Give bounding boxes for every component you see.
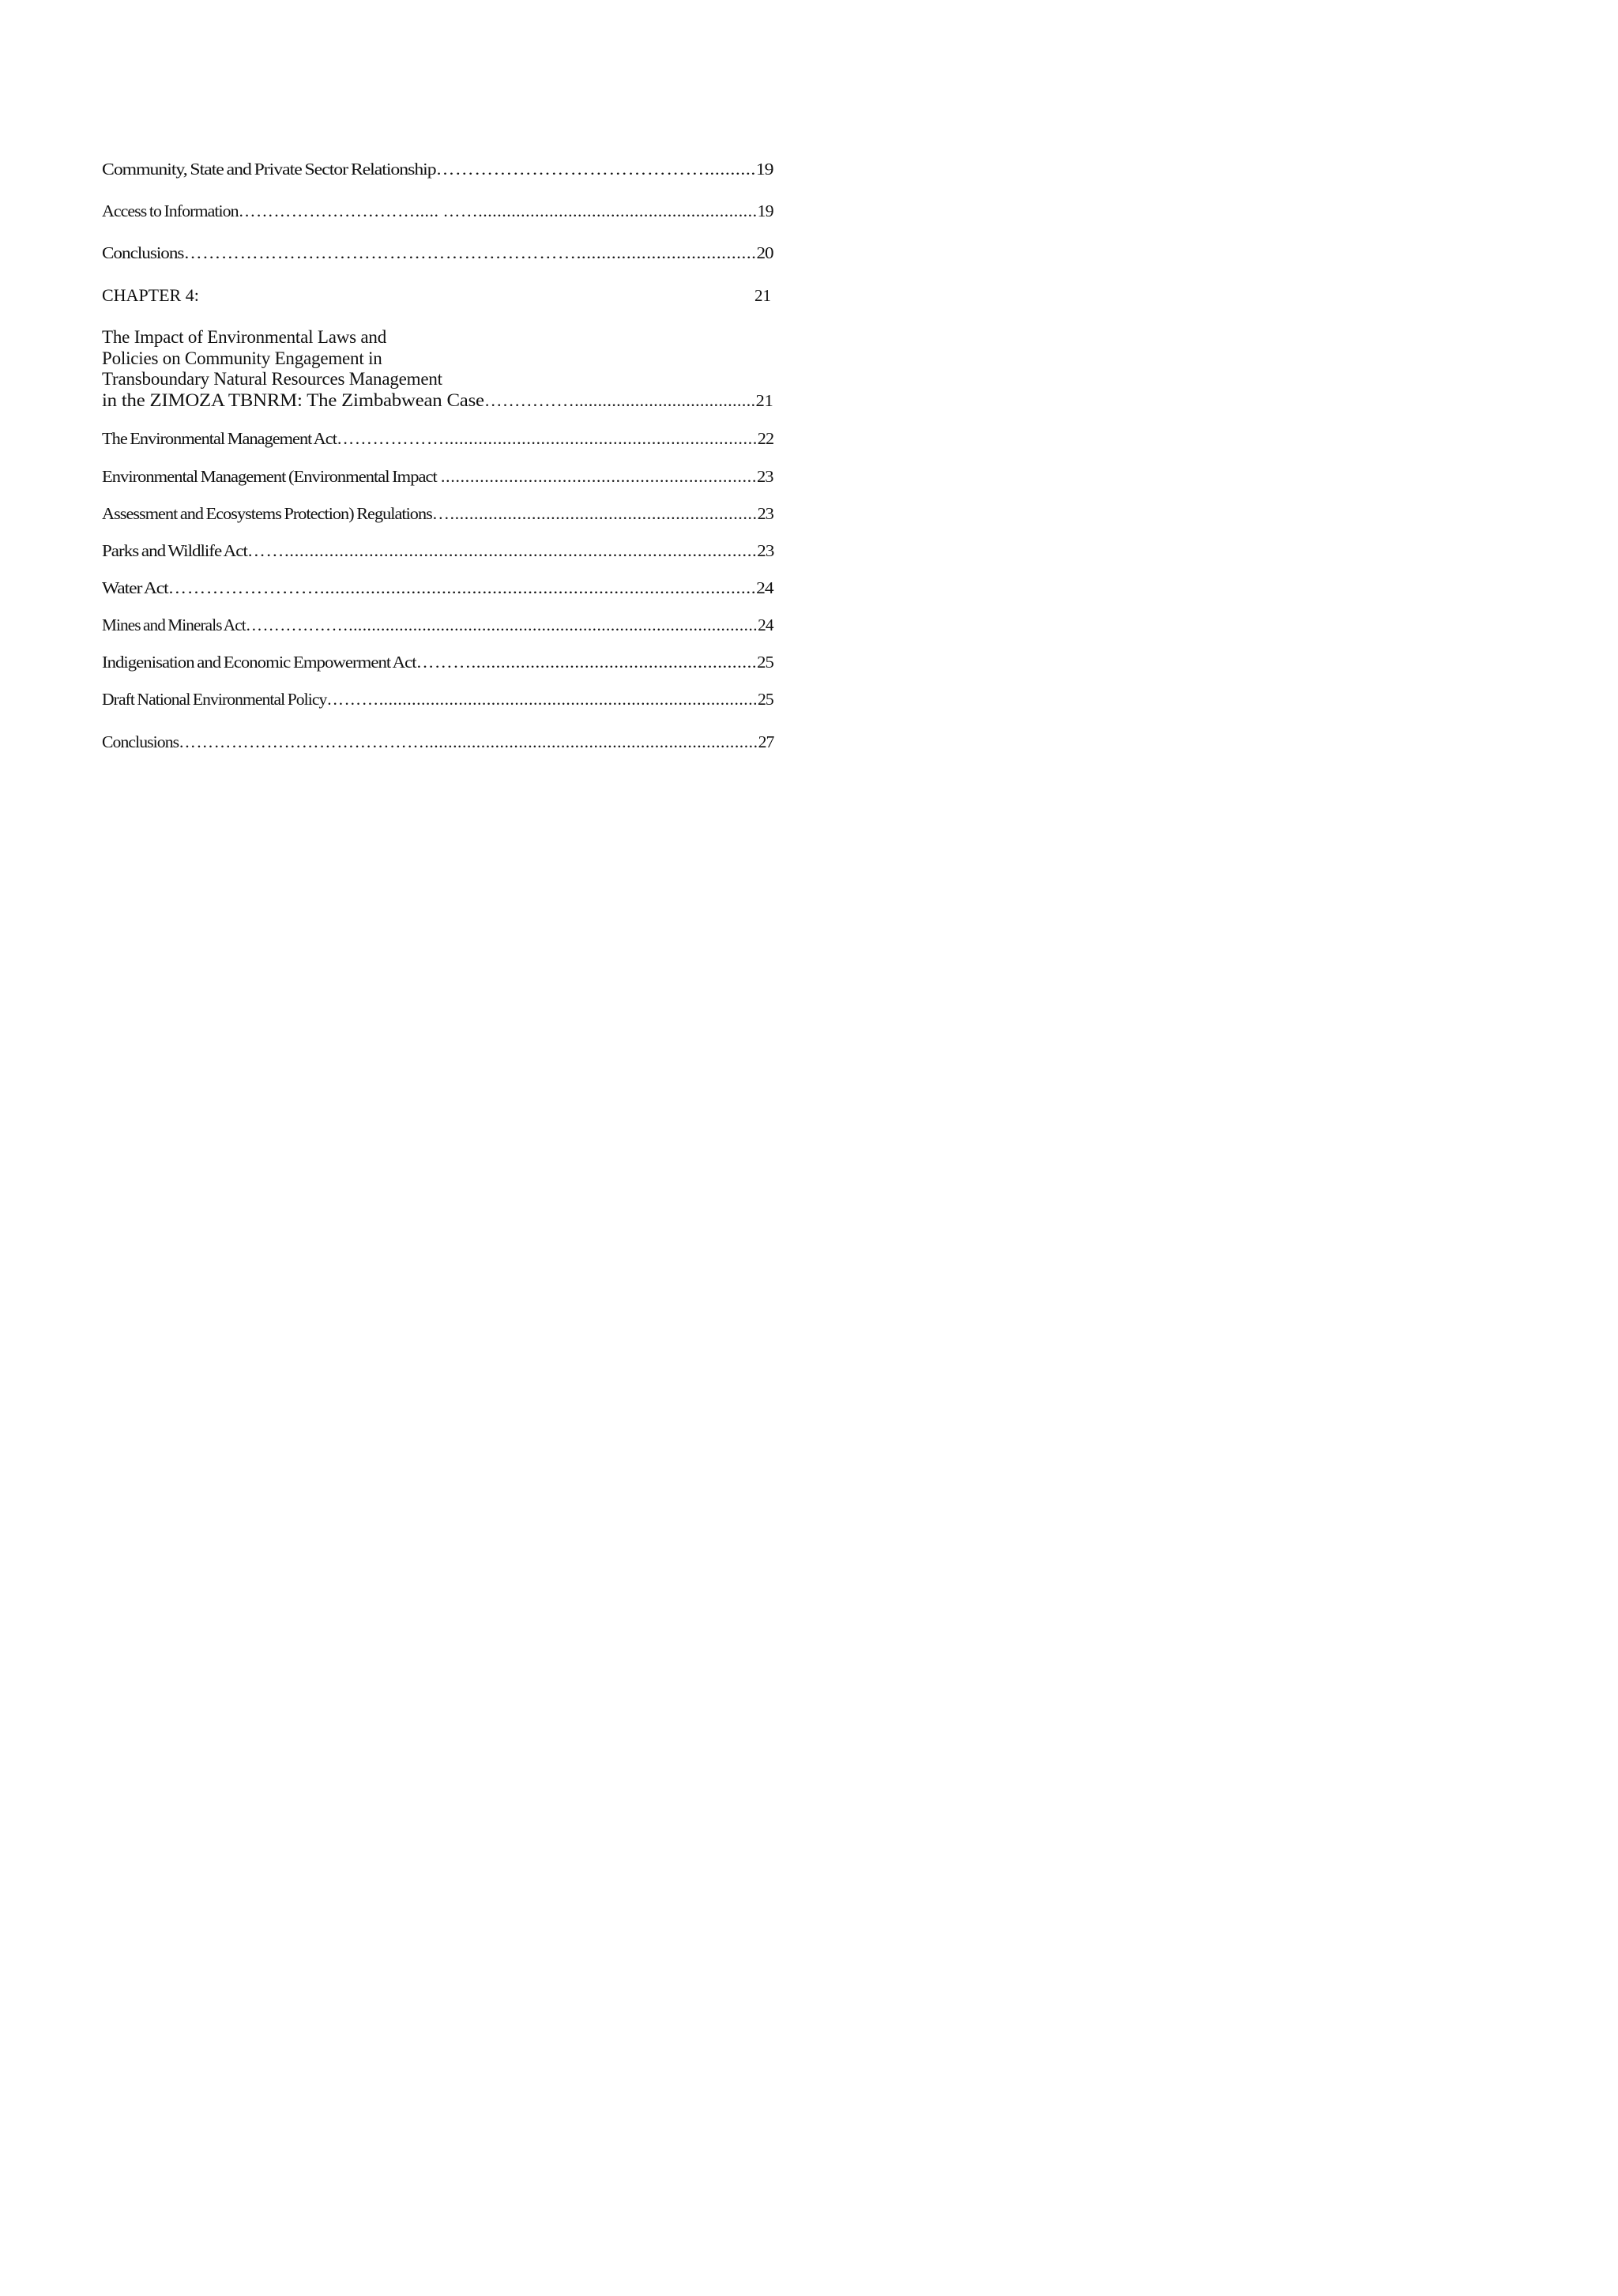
toc-entry-leader: ……………………………………………………….................................... bbox=[183, 243, 757, 262]
chapter-title-page-number: 21 bbox=[755, 390, 773, 410]
toc-entry-row bbox=[102, 503, 773, 524]
toc-entry-leader: ……............................................................................................... bbox=[246, 541, 758, 560]
toc-entry-row bbox=[102, 428, 773, 449]
toc-entry-title: Conclusions bbox=[102, 243, 184, 262]
toc-entry[interactable] bbox=[102, 159, 773, 179]
toc-entry-leader: …................................................................ bbox=[431, 504, 758, 523]
toc-entry-title: Access to Information bbox=[102, 201, 239, 220]
chapter-title-leader: ……………....................................... bbox=[484, 390, 756, 410]
toc-entry[interactable] bbox=[102, 689, 773, 710]
toc-entry-leader: ………................................................................................. bbox=[326, 690, 758, 709]
toc-entry-page-number: 23 bbox=[756, 467, 773, 486]
chapter-title-last-line bbox=[102, 390, 773, 412]
table-of-contents-page bbox=[0, 0, 869, 1231]
toc-entry-row bbox=[102, 540, 773, 561]
toc-entry[interactable] bbox=[102, 466, 773, 487]
chapter-heading[interactable] bbox=[102, 284, 773, 307]
toc-entry-title: The Environmental Management Act bbox=[102, 429, 337, 448]
toc-entry-page-number: 19 bbox=[755, 160, 773, 179]
toc-entry[interactable] bbox=[102, 578, 773, 598]
toc-entry-title: Parks and Wildlife Act bbox=[102, 541, 247, 560]
toc-entry-title: Conclusions bbox=[102, 732, 179, 751]
toc-entry-row bbox=[102, 615, 773, 635]
toc-entry-title: Assessment and Ecosystems Protection) Regulations bbox=[102, 504, 432, 523]
toc-entry-leader: ………………......................................................................................... bbox=[245, 615, 758, 634]
chapter-title-text: in the ZIMOZA TBNRM: The Zimbabwean Case bbox=[102, 390, 484, 410]
toc-entry-leader: …………………………………….......... bbox=[435, 160, 756, 179]
toc-entry[interactable] bbox=[102, 615, 773, 635]
chapter-title[interactable] bbox=[102, 327, 773, 411]
toc-entry-title: Environmental Management (Environmental Impact bbox=[102, 467, 437, 486]
toc-entry-page-number: 25 bbox=[758, 690, 773, 709]
toc-entry-page-number: 20 bbox=[756, 243, 773, 262]
toc-entry[interactable] bbox=[102, 201, 773, 221]
toc-entry-leader: ………………................................................................. bbox=[336, 429, 758, 448]
toc-entry-leader: ……………………………………....................................................................... bbox=[179, 732, 758, 751]
toc-entry-row bbox=[102, 466, 773, 487]
toc-entry-row bbox=[102, 578, 773, 598]
toc-entry-leader: ................................................................. bbox=[436, 467, 757, 486]
toc-entry-page-number: 22 bbox=[757, 429, 774, 448]
toc-entry-row bbox=[102, 652, 773, 672]
toc-entry-leader: ……….......................................................... bbox=[416, 653, 758, 672]
toc-entry[interactable] bbox=[102, 652, 773, 672]
toc-entry-row bbox=[102, 689, 773, 710]
toc-entry[interactable] bbox=[102, 540, 773, 561]
toc-entry-title: Mines and Minerals Act bbox=[102, 615, 246, 634]
toc-entry-title: Water Act bbox=[102, 578, 168, 597]
chapter-title-line: Transboundary Natural Resources Management bbox=[102, 369, 442, 389]
toc-entry-title: Draft National Environmental Policy bbox=[102, 690, 327, 709]
toc-entry-page-number: 24 bbox=[756, 578, 773, 597]
toc-entry-page-number: 23 bbox=[757, 504, 773, 523]
toc-entry-row bbox=[102, 243, 773, 263]
chapter-label: CHAPTER 4: bbox=[102, 285, 199, 305]
chapter-title-line: The Impact of Environmental Laws and bbox=[102, 327, 387, 347]
toc-entry-row bbox=[102, 159, 773, 179]
chapter-title-line: Policies on Community Engagement in bbox=[102, 348, 382, 368]
toc-entry[interactable] bbox=[102, 428, 773, 449]
toc-entry[interactable] bbox=[102, 243, 773, 263]
chapter-page-number: 21 bbox=[754, 286, 771, 305]
toc-entry-page-number: 19 bbox=[757, 201, 773, 220]
toc-entry-row bbox=[102, 201, 773, 221]
toc-entry-page-number: 23 bbox=[757, 541, 774, 560]
toc-entry-title: Community, State and Private Sector Relationship bbox=[102, 160, 436, 179]
toc-entry-leader: ……………………...................................................................................... bbox=[167, 578, 757, 597]
toc-entry-page-number: 25 bbox=[757, 653, 773, 672]
toc-entry[interactable] bbox=[102, 732, 773, 752]
toc-entry-row bbox=[102, 732, 773, 752]
toc-entry-page-number: 24 bbox=[758, 615, 773, 634]
toc-entry-page-number: 27 bbox=[758, 732, 774, 751]
toc-entry-title: Indigenisation and Economic Empowerment Act bbox=[102, 653, 416, 672]
toc-entry[interactable] bbox=[102, 503, 773, 524]
toc-entry-leader: …………………………..... ……........................................................... bbox=[238, 201, 758, 220]
